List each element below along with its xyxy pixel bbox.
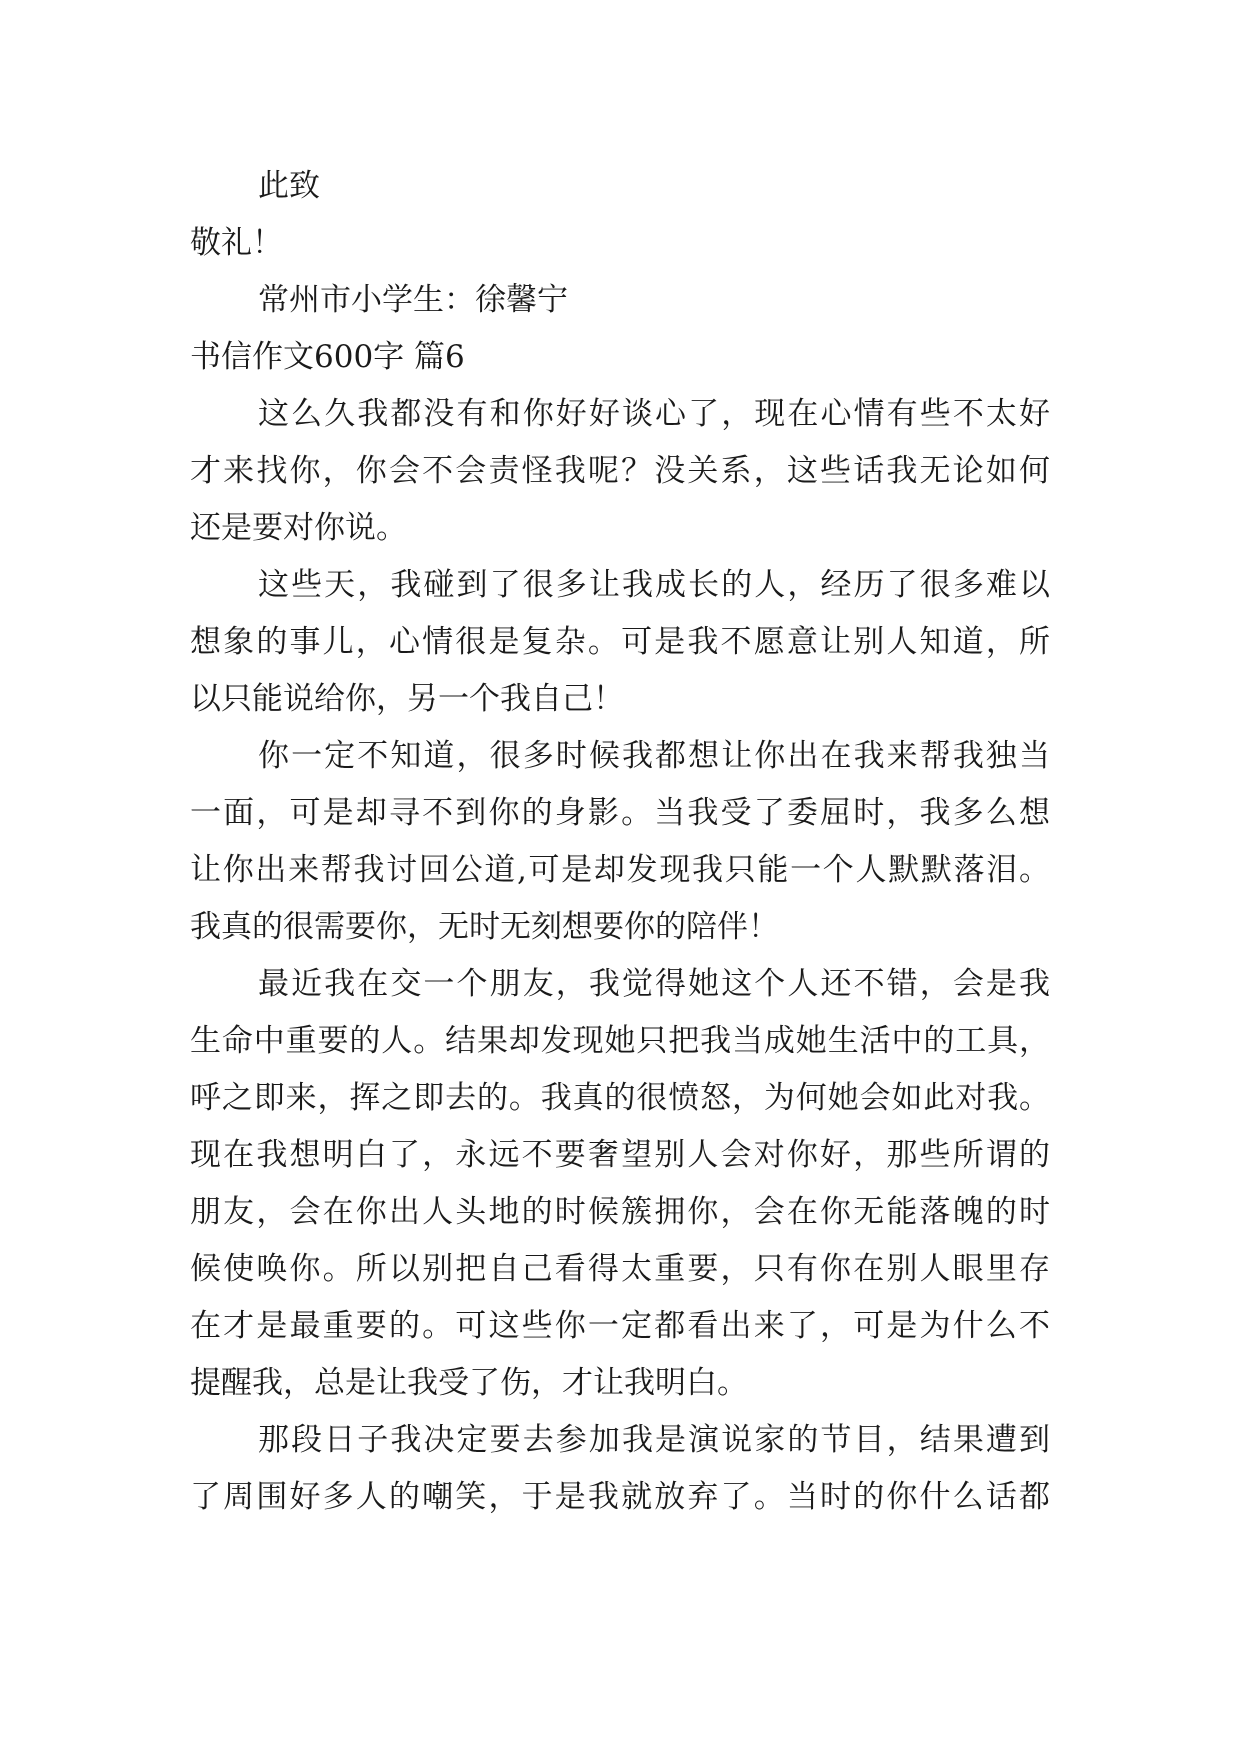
closing-line-1: 此致 <box>258 168 320 204</box>
paragraph-4-line-2: 生命中重要的人。结果却发现她只把我当成她生活中的工具， <box>190 1023 1050 1059</box>
paragraph-3-line-4: 我真的很需要你，无时无刻想要你的陪伴！ <box>190 909 779 945</box>
paragraph-1-line-1: 这么久我都没有和你好好谈心了，现在心情有些不太好 <box>258 396 1050 432</box>
section-heading: 书信作文600字 篇6 <box>190 339 465 375</box>
paragraph-1-line-3: 还是要对你说。 <box>190 510 407 546</box>
closing-line-2: 敬礼！ <box>190 225 283 261</box>
paragraph-4-line-8: 提醒我，总是让我受了伤，才让我明白。 <box>190 1365 748 1401</box>
paragraph-5-line-1: 那段日子我决定要去参加我是演说家的节目，结果遭到 <box>258 1422 1050 1458</box>
paragraph-4-line-5: 朋友，会在你出人头地的时候簇拥你，会在你无能落魄的时 <box>190 1194 1050 1230</box>
paragraph-2-line-2: 想象的事儿，心情很是复杂。可是我不愿意让别人知道，所 <box>190 624 1050 660</box>
paragraph-4-line-7: 在才是最重要的。可这些你一定都看出来了，可是为什么不 <box>190 1308 1050 1344</box>
paragraph-3-line-3: 让你出来帮我讨回公道,可是却发现我只能一个人默默落泪。 <box>190 852 1050 888</box>
paragraph-1-line-2: 才来找你，你会不会责怪我呢？没关系，这些话我无论如何 <box>190 453 1050 489</box>
paragraph-3-line-1: 你一定不知道，很多时候我都想让你出在我来帮我独当 <box>258 738 1050 774</box>
signature: 常州市小学生：徐馨宁 <box>258 282 568 318</box>
paragraph-5-line-2: 了周围好多人的嘲笑，于是我就放弃了。当时的你什么话都 <box>190 1479 1050 1515</box>
paragraph-2-line-1: 这些天，我碰到了很多让我成长的人，经历了很多难以 <box>258 567 1050 603</box>
paragraph-4-line-6: 候使唤你。所以别把自己看得太重要，只有你在别人眼里存 <box>190 1251 1050 1287</box>
paragraph-3-line-2: 一面，可是却寻不到你的身影。当我受了委屈时，我多么想 <box>190 795 1050 831</box>
paragraph-4-line-1: 最近我在交一个朋友，我觉得她这个人还不错，会是我 <box>258 966 1050 1002</box>
paragraph-4-line-4: 现在我想明白了，永远不要奢望别人会对你好，那些所谓的 <box>190 1137 1050 1173</box>
paragraph-4-line-3: 呼之即来，挥之即去的。我真的很愤怒，为何她会如此对我。 <box>190 1080 1050 1116</box>
paragraph-2-line-3: 以只能说给你，另一个我自己！ <box>190 681 624 717</box>
